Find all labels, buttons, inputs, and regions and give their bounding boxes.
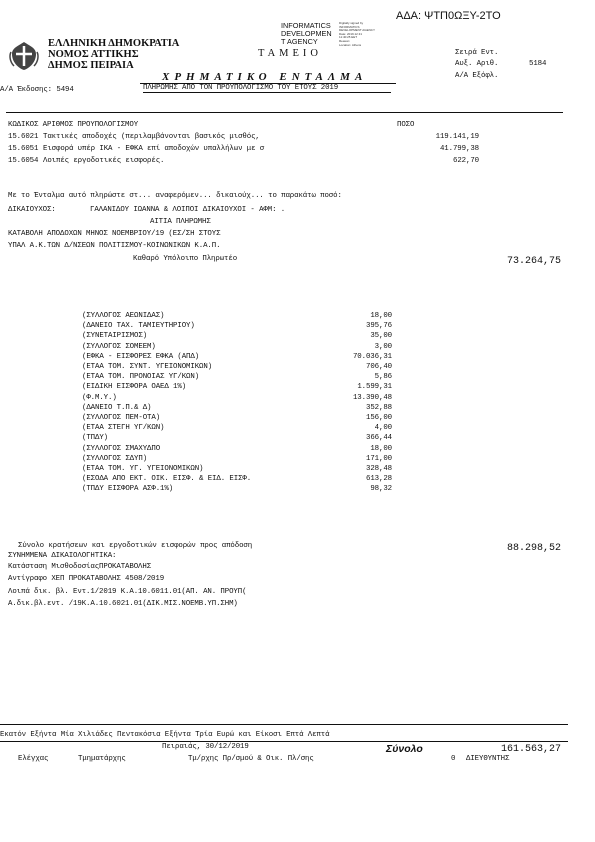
- issue-number: Α/Α Έκδοσης: 5494: [0, 86, 74, 94]
- deduction-value: 171,00: [365, 454, 392, 463]
- document-subtitle: ΠΛΗΡΩΜΗΣ ΑΠΟ ΤΟΝ ΠΡΟΥΠΟΛΟΓΙΣΜΟ ΤΟΥ ΕΤΟΥΣ 2019: [143, 84, 339, 92]
- payment-reason-line-1: ΚΑΤΑΒΟΛΗ ΑΠΟΔΟΧΩΝ ΜΗΝΟΣ ΝΟΕΜΒΡΙΟΥ/19 (ΕΣ/ΣΗ ΣΤΟΥΣ: [8, 230, 221, 238]
- serial-number-label: Αυξ. Αριθ.: [455, 60, 499, 68]
- signature-detail: Location: Athens: [339, 42, 362, 47]
- payment-reason-line-2: ΥΠΑΛ Α.Κ.ΤΩΝ Δ/ΝΣΕΩΝ ΠΟΛΙΤΙΣΜΟΥ-ΚΟΙΝΩΝΙΚΩΝ Κ.Α.Π.: [8, 242, 221, 250]
- deduction-value: 18,00: [370, 312, 392, 320]
- deduction-label: (ΤΠΔΥ): [82, 434, 109, 443]
- deduction-row: [82, 353, 392, 363]
- header-line-1: ΕΛΛΗΝΙΚΗ ΔΗΜΟΚΡΑΤΙΑ: [48, 38, 180, 49]
- deduction-row: [82, 332, 392, 342]
- deduction-label: (ΕΙΔΙΚΗ ΕΙΣΦΟΡΑ ΟΑΕΔ 1%): [82, 383, 187, 392]
- deduction-label: (ΕΣΟΔΑ ΑΠΟ ΕΚΤ. ΟΙΚ. ΕΙΣΦ. & ΕΙΔ. ΕΙΣΦ.: [82, 475, 252, 484]
- deduction-row: [82, 424, 392, 434]
- budget-description: Λοιπές εργοδοτικές εισφορές.: [43, 157, 165, 165]
- deduction-value: 4,00: [374, 424, 392, 433]
- signature-detail: Digitally signed by: [339, 21, 364, 25]
- deduction-value: 352,88: [365, 403, 392, 412]
- deduction-label: (ΣΥΛΛΟΓΟΣ ΣΔΥΠ): [82, 454, 148, 463]
- beneficiary-name: ΓΑΛΑΝΙΔΟΥ ΙΩΑΝΝΑ & ΛΟΙΠΟΙ ΔΙΚΑΙΟΥΧΟΙ - ΑΦΜ: .: [90, 206, 286, 214]
- budget-code: 15.6051: [8, 145, 39, 153]
- withholdings-total-value: 88.298,52: [506, 543, 561, 554]
- header-line-3: ΔΗΜΟΣ ΠΕΙΡΑΙΑ: [48, 60, 134, 71]
- budget-description: Εισφορά υπέρ ΙΚΑ - ΕΦΚΑ επί αποδοχών υπαλλήλων με σ: [43, 145, 265, 153]
- deduction-value: 5,86: [374, 373, 392, 382]
- signatory-director-number: 0: [451, 755, 456, 763]
- budget-amount-header: ΠΟΣΟ: [397, 121, 415, 129]
- signatory-controller: Ελέγχας: [18, 755, 49, 763]
- budget-code: 15.6054: [8, 157, 39, 165]
- payment-reason-title: ΑΙΤΙΑ ΠΛΗΡΩΜΗΣ: [150, 218, 211, 226]
- header-line-2: ΝΟΜΟΣ ΑΤΤΙΚΗΣ: [48, 49, 139, 60]
- attachment-line: Λοιπά δικ. βλ. Εντ.1/2019 Κ.Α.10.6011.01(ΑΠ. ΑΝ. ΠΡΟΥΠ(: [8, 588, 247, 596]
- deduction-row: [82, 414, 392, 424]
- signatory-head-of-section: Τμηματάρχης: [78, 755, 126, 763]
- deduction-value: 156,00: [365, 414, 392, 422]
- budget-amount: 622,70: [452, 157, 479, 165]
- deduction-label: (ΔΑΝΕΙΟ Τ.Π.& Δ): [82, 403, 152, 412]
- signature-detail: INFORMATICS: [339, 24, 360, 29]
- deduction-row: [82, 383, 392, 393]
- deduction-label: (ΕΤΑΑ ΤΟΜ. ΠΡΟΝΟΙΑΣ ΥΓ/ΚΩΝ): [82, 373, 200, 382]
- deduction-label: (ΣΥΛΛΟΓΟΣ ΣΜΑΧΥΔΠΟ: [82, 444, 161, 453]
- deduction-value: 366,44: [365, 434, 392, 443]
- deduction-row: [82, 312, 392, 322]
- greek-crest-icon: [8, 40, 40, 72]
- withholdings-total-label: Σύνολο κρατήσεων και εργοδοτικών εισφορών προς απόδοση: [18, 542, 253, 550]
- signature-detail: 11:40:25 EET: [339, 35, 358, 40]
- attachment-line: Αντίγραφο ΧΕΠ ΠΡΟΚΑΤΑΒΟΛΗΣ 4508/2019: [8, 575, 165, 583]
- net-payable-label: Καθαρό Υπόλοιπο Πληρωτέο: [133, 255, 238, 263]
- tameio-label: ΤΑΜΕΙΟ: [258, 48, 322, 59]
- deduction-value: 3,00: [374, 342, 392, 351]
- deduction-row: [82, 465, 392, 475]
- deduction-row: [82, 455, 392, 465]
- deduction-value: 706,40: [365, 363, 392, 371]
- beneficiary-label: ΔΙΚΑΙΟΥΧΟΣ:: [8, 206, 56, 214]
- deduction-value: 18,00: [370, 444, 392, 453]
- settlement-number-label: Α/Α Εξόφλ.: [455, 72, 499, 80]
- attachments-title: ΣΥΝΗΜΜΕΝΑ ΔΙΚΑΙΟΛΟΓΗΤΙΚΑ:: [8, 552, 117, 560]
- footer-separator: [0, 724, 568, 725]
- amount-in-words: Εκατόν Εξήντα Μία Χιλιάδες Πεντακόσια Εξήντα Τρία Ευρώ και Είκοσι Επτά Λεπτά: [0, 731, 330, 739]
- deduction-row: [82, 373, 392, 383]
- budget-code: 15.6021: [8, 133, 39, 141]
- deduction-value: 328,48: [365, 465, 392, 473]
- deduction-label: (ΣΥΛΛΟΓΟΣ ΠΕΜ-ΟΤΑ): [82, 414, 161, 422]
- net-payable-value: 73.264,75: [506, 256, 561, 267]
- payment-intro: Με το Ένταλμα αυτό πληρώστε στ... αναφερόμεν... δικαιούχ... το παρακάτω ποσό:: [8, 192, 342, 200]
- header-separator: [6, 112, 563, 113]
- deduction-label: (ΤΠΔΥ ΕΙΣΦΟΡΑ ΑΣΦ.1%): [82, 485, 174, 494]
- deduction-label: (ΕΤΑΑ ΣΤΕΓΗ ΥΓ/ΚΩΝ): [82, 424, 165, 433]
- signature-detail: DEVELOPMENT AGENCY: [339, 28, 375, 33]
- deduction-label: (ΣΥΛΛΟΓΟΣ ΑΕΩΝΙΔΑΣ): [82, 312, 165, 320]
- deduction-row: [82, 445, 392, 455]
- ada-code: ΑΔΑ: ΨΤΠ0ΩΞΥ-2ΤΟ: [396, 10, 501, 22]
- footer-separator-2: [0, 741, 568, 742]
- deduction-row: [82, 485, 392, 495]
- attachment-line: Α.δικ.βλ.εντ. /19Κ.Α.10.6021.01(ΔΙΚ.ΜΙΣ.ΝΟΕΜΒ.ΥΠ.ΣΗΜ): [8, 600, 238, 608]
- deduction-row: [82, 363, 392, 373]
- signature-org-line-2: DEVELOPMEN: [281, 29, 332, 38]
- deduction-value: 1.599,31: [357, 383, 392, 392]
- serial-number-value: 5184: [529, 60, 547, 68]
- place-date: Πειραιάς, 30/12/2019: [162, 743, 249, 751]
- deduction-row: [82, 434, 392, 444]
- budget-amount: 119.141,19: [435, 133, 479, 141]
- deduction-value: 13.390,48: [352, 393, 392, 402]
- budget-code-header: ΚΩΔΙΚΟΣ ΑΡΙΘΜΟΣ ΠΡΟΥΠΟΛΟΓΙΣΜΟΥ: [8, 121, 139, 129]
- series-label: Σειρά Εντ.: [455, 49, 499, 57]
- deduction-row: [82, 343, 392, 353]
- deduction-label: (ΣΥΝΕΤΑΙΡΙΣΜΟΣ): [82, 332, 148, 341]
- document-title: ΧΡΗΜΑΤΙΚΟ ΕΝΤΑΛΜΑ: [162, 71, 368, 83]
- budget-description: Τακτικές αποδοχές (περιλαμβάνονται βασικός μισθός,: [43, 133, 260, 141]
- grand-total-label: Σύνολο: [386, 743, 423, 755]
- deduction-value: 35,00: [370, 332, 392, 341]
- deduction-row: [82, 404, 392, 414]
- subtitle-underline: [143, 92, 391, 93]
- deduction-label: (ΣΥΛΛΟΓΟΣ ΣΟΜΕΕΜ): [82, 342, 156, 351]
- deduction-label: (ΕΦΚΑ - ΕΙΣΦΟΡΕΣ ΕΦΚΑ (ΑΠΔ): [82, 352, 200, 361]
- deduction-value: 98,32: [370, 485, 392, 494]
- deduction-row: [82, 394, 392, 404]
- deduction-label: (Φ.Μ.Υ.): [82, 393, 117, 402]
- deduction-label: (ΔΑΝΕΙΟ ΤΑΧ. ΤΑΜΙΕΥΤΗΡΙΟΥ): [82, 322, 195, 331]
- signature-org-line-3: T AGENCY: [281, 37, 318, 46]
- deduction-row: [82, 475, 392, 485]
- signature-org-line-1: INFORMATICS: [281, 21, 331, 30]
- signatory-director: ΔΙΕΥΘΥΝΤΗΣ: [466, 755, 510, 763]
- deduction-label: (ΕΤΑΑ ΤΟΜ. ΥΓ. ΥΓΕΙΟΝΟΜΙΚΩΝ): [82, 465, 204, 473]
- deduction-label: (ΕΤΑΑ ΤΟΜ. ΣΥΝΤ. ΥΓΕΙΟΝΟΜΙΚΩΝ): [82, 363, 213, 371]
- deduction-row: [82, 322, 392, 332]
- deduction-value: 613,28: [365, 475, 392, 484]
- signature-detail: Date: 2019.12.31: [339, 31, 363, 36]
- signatory-budget-head: Τμ/ρχης Πρ/σμού & Οικ. Πλ/σης: [188, 755, 314, 763]
- deduction-value: 70.036,31: [352, 352, 392, 361]
- deduction-value: 395,76: [365, 322, 392, 331]
- budget-amount: 41.799,38: [439, 145, 479, 153]
- signature-details: [339, 22, 375, 47]
- attachment-line: Κατάσταση ΜισθοδοσίαςΠΡΟΚΑΤΑΒΟΛΗΣ: [8, 563, 152, 571]
- grand-total-value: 161.563,27: [500, 744, 561, 755]
- signature-detail: Reason:: [339, 38, 351, 43]
